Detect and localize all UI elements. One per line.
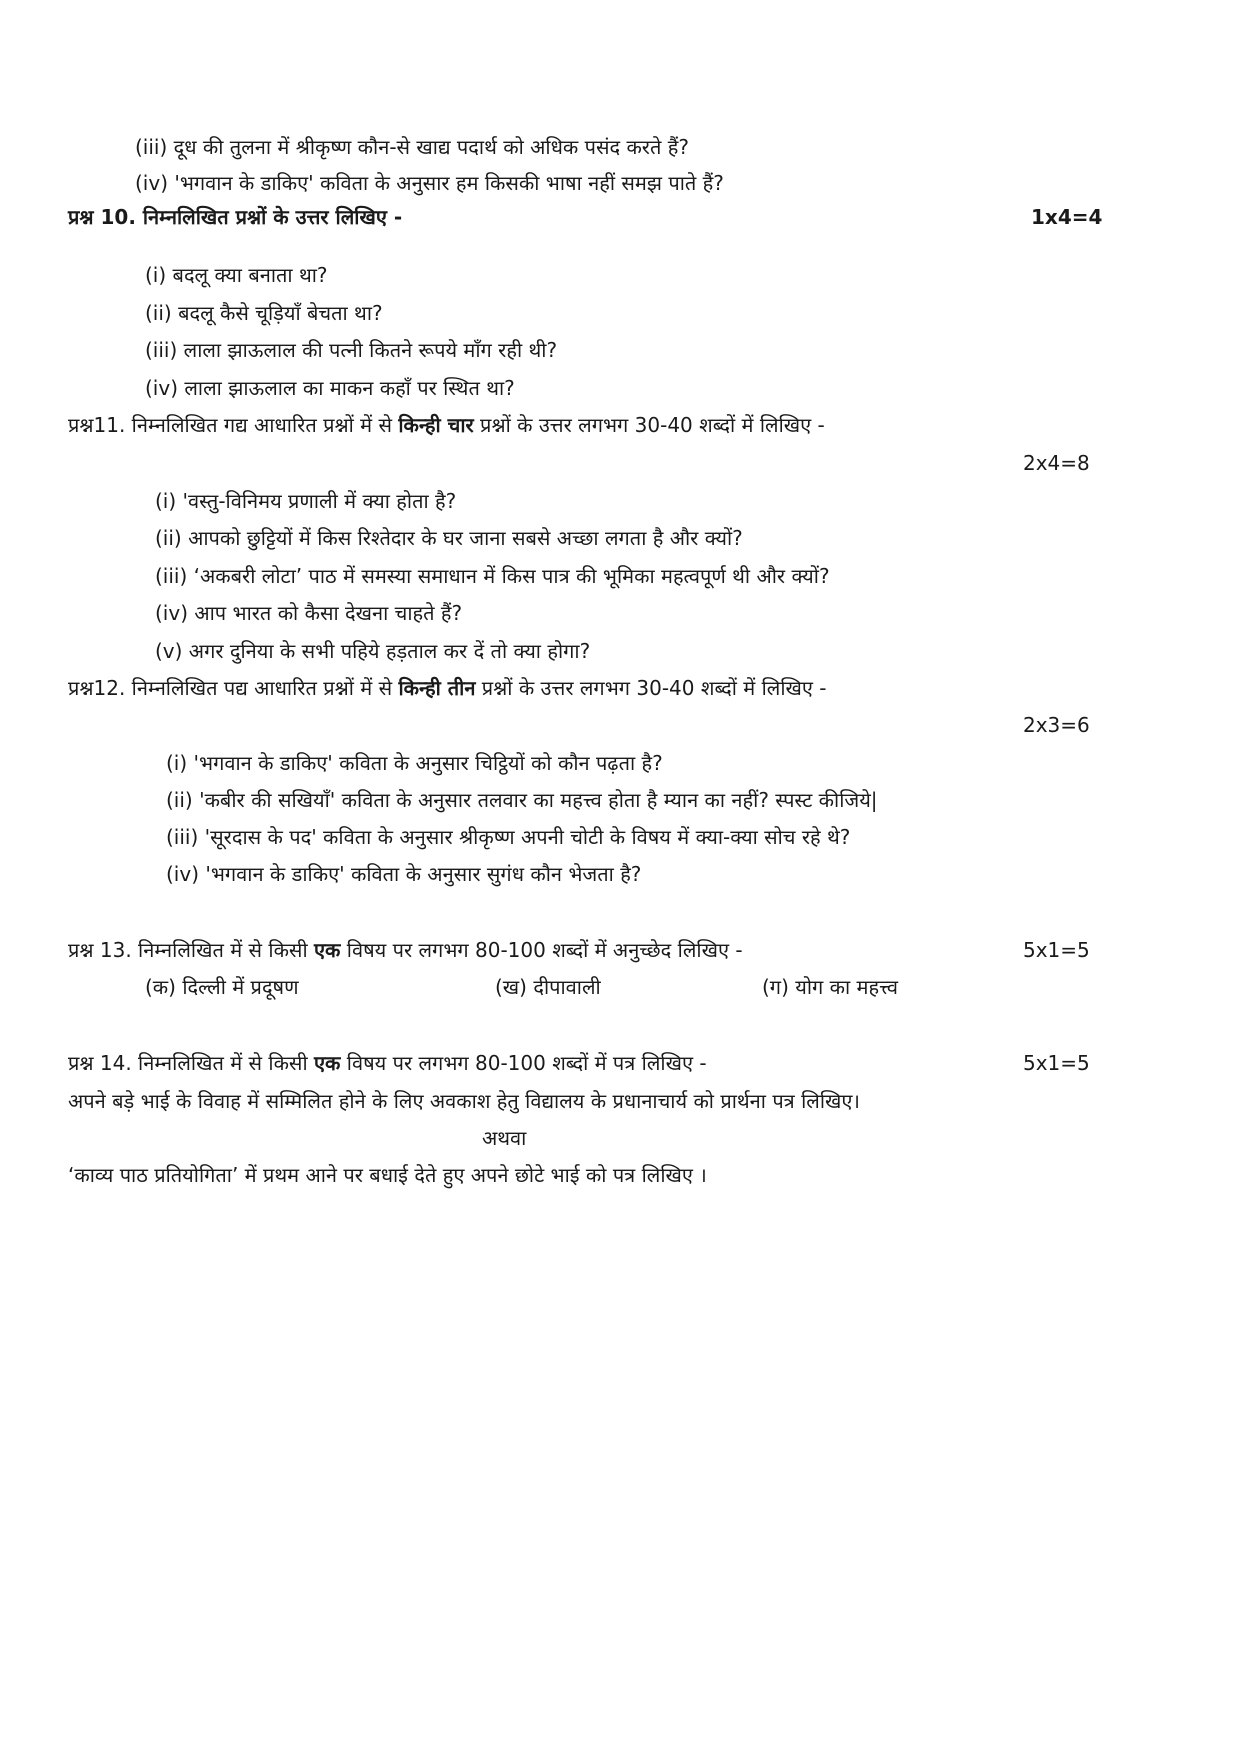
q12-item-iv: (iv) 'भगवान के डाकिए' कविता के अनुसार सुगंध कौन भेजता है? bbox=[166, 862, 642, 886]
q10-item-i: (i) बदलू क्या बनाता था? bbox=[145, 263, 328, 287]
q13-heading-tail: विषय पर लगभग 80-100 शब्दों में अनुच्छेद लिखिए - bbox=[340, 938, 743, 962]
q9-item-iv: (iv) 'भगवान के डाकिए' कविता के अनुसार हम किसकी भाषा नहीं समझ पाते हैं? bbox=[135, 171, 724, 195]
q13-heading-text: प्रश्न 13. निम्नलिखित में से किसी bbox=[68, 938, 314, 962]
q9-item-iii: (iii) दूध की तुलना में श्रीकृष्ण कौन-से खाद्य पदार्थ को अधिक पसंद करते हैं? bbox=[135, 135, 689, 159]
q10-item-iv: (iv) लाला झाऊलाल का माकन कहाँ पर स्थित था? bbox=[145, 376, 515, 400]
q11-item-ii: (ii) आपको छुट्टियों में किस रिश्तेदार के घर जाना सबसे अच्छा लगता है और क्यों? bbox=[155, 526, 743, 550]
q10-heading: प्रश्न 10. निम्नलिखित प्रश्नों के उत्तर लिखिए - bbox=[68, 205, 403, 229]
q14-heading-emphasis: एक bbox=[314, 1051, 341, 1075]
q11-heading bbox=[68, 412, 825, 438]
q14-letter-option-1: अपने बड़े भाई के विवाह में सम्मिलित होने के लिए अवकाश हेतु विद्यालय के प्रधानाचार्य को प्रार्थना पत्र लिखिए। bbox=[68, 1089, 860, 1113]
q10-marks: 1x4=4 bbox=[1031, 205, 1103, 229]
q12-item-i: (i) 'भगवान के डाकिए' कविता के अनुसार चिट्ठियों को कौन पढ़ता है? bbox=[166, 751, 663, 775]
q13-option-c: (ग) योग का महत्त्व bbox=[762, 975, 898, 999]
q13-heading bbox=[68, 937, 743, 963]
q11-heading-emphasis: किन्ही चार bbox=[398, 413, 474, 437]
q14-marks: 5x1=5 bbox=[1023, 1051, 1090, 1075]
q14-letter-option-2: ‘काव्य पाठ प्रतियोगिता’ में प्रथम आने पर बधाई देते हुए अपने छोटे भाई को पत्र लिखिए । bbox=[68, 1163, 707, 1187]
q12-heading-emphasis: किन्ही तीन bbox=[398, 676, 476, 700]
q11-item-i: (i) 'वस्तु-विनिमय प्रणाली में क्या होता है? bbox=[155, 489, 457, 513]
q14-heading-text: प्रश्न 14. निम्नलिखित में से किसी bbox=[68, 1051, 314, 1075]
q13-option-a: (क) दिल्ली में प्रदूषण bbox=[145, 975, 299, 999]
q14-heading bbox=[68, 1050, 707, 1076]
q12-heading bbox=[68, 675, 827, 701]
q13-heading-emphasis: एक bbox=[314, 938, 341, 962]
q11-marks: 2x4=8 bbox=[1023, 451, 1090, 475]
q12-heading-tail: प्रश्नों के उत्तर लगभग 30-40 शब्दों में लिखिए - bbox=[475, 676, 827, 700]
q14-or-separator: अथवा bbox=[482, 1126, 527, 1150]
q11-item-iii: (iii) ‘अकबरी लोटा’ पाठ में समस्या समाधान में किस पात्र की भूमिका महत्वपूर्ण थी और क्यों? bbox=[155, 564, 830, 588]
q13-option-b: (ख) दीपावाली bbox=[495, 975, 601, 999]
q12-heading-text: प्रश्न12. निम्नलिखित पद्य आधारित प्रश्नों में से bbox=[68, 676, 399, 700]
q11-heading-tail: प्रश्नों के उत्तर लगभग 30-40 शब्दों में लिखिए - bbox=[473, 413, 825, 437]
q11-item-v: (v) अगर दुनिया के सभी पहिये हड़ताल कर दें तो क्या होगा? bbox=[155, 639, 591, 663]
q11-heading-text: प्रश्न11. निम्नलिखित गद्य आधारित प्रश्नों में से bbox=[68, 413, 399, 437]
q10-item-iii: (iii) लाला झाऊलाल की पत्नी कितने रूपये माँग रही थी? bbox=[145, 338, 558, 362]
q11-item-iv: (iv) आप भारत को कैसा देखना चाहते हैं? bbox=[155, 601, 463, 625]
q12-item-iii: (iii) 'सूरदास के पद' कविता के अनुसार श्रीकृष्ण अपनी चोटी के विषय में क्या-क्या सोच रहे थे? bbox=[166, 825, 851, 849]
q13-marks: 5x1=5 bbox=[1023, 938, 1090, 962]
q12-item-ii: (ii) 'कबीर की सखियाँ' कविता के अनुसार तलवार का महत्त्व होता है म्यान का नहीं? स्पस्ट कीजिये| bbox=[166, 788, 878, 812]
q14-heading-tail: विषय पर लगभग 80-100 शब्दों में पत्र लिखिए - bbox=[340, 1051, 707, 1075]
q12-marks: 2x3=6 bbox=[1023, 713, 1090, 737]
q10-item-ii: (ii) बदलू कैसे चूड़ियाँ बेचता था? bbox=[145, 301, 383, 325]
